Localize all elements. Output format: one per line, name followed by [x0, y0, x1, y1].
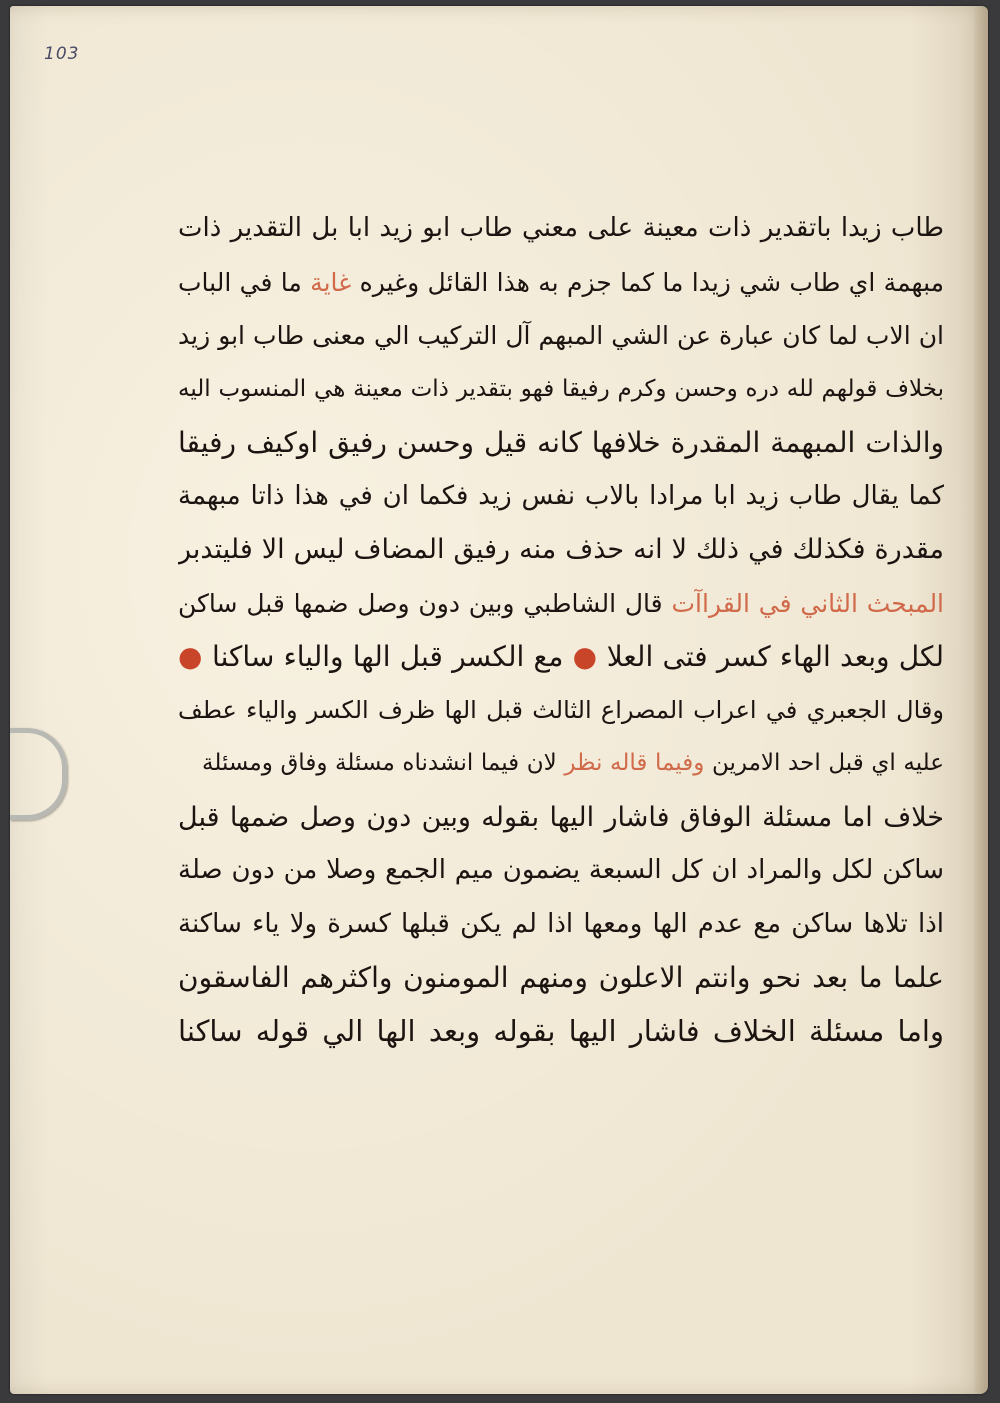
text-line: علما ما بعد نحو وانتم الاعلون ومنهم المومنون واكثرهم الفاسقون: [178, 961, 944, 994]
text-line: بخلاف قولهم لله دره وحسن وكرم رفيقا فهو بتقدير ذات معينة هي المنسوب اليه: [178, 375, 944, 402]
text-line: واما مسئلة الخلاف فاشار اليها بقوله وبعد الها الي قوله ساكنا: [178, 1013, 944, 1048]
text-line: ساكن لكل والمراد ان كل السبعة يضمون ميم الجمع وصلا من دون صلة: [178, 855, 944, 885]
text-line: وقال الجعبري في اعراب المصراع الثالث قبل الها ظرف الكسر والياء عطف: [178, 695, 944, 724]
text-line: خلاف اما مسئلة الوفاق فاشار اليها بقوله وبين دون وصل ضمها قبل: [178, 801, 944, 833]
text-line: مقدرة فكذلك في ذلك لا انه حذف منه رفيق المضاف ليس الا فليتدبر: [178, 534, 944, 565]
red-verse-marker: ●: [178, 640, 203, 673]
folio-number: 103: [44, 44, 80, 64]
page-edge-shadow: [974, 6, 988, 1394]
binder-clip: [10, 728, 67, 820]
text-line: مبهمة اي طاب شي زيدا ما كما جزم به هذا القائل وغيره غاية ما في الباب: [178, 267, 944, 297]
text-line: لكل وبعد الهاء كسر فتى العلا ● مع الكسر قبل الها والياء ساكنا ●: [178, 640, 944, 673]
text-line: كما يقال طاب زيد ابا مرادا بالاب نفس زيد فكما ان في هذا ذاتا مبهمة: [178, 480, 944, 511]
text-line: عليه اي قبل احد الامرين وفيما قاله نظر لان فيما انشدناه مسئلة وفاق ومسئلة: [202, 750, 944, 776]
red-verse-marker: ●: [572, 640, 598, 673]
section-heading: المبحث الثاني في القراآت: [671, 588, 944, 618]
text-line: اذا تلاها ساكن مع عدم الها ومعها اذا لم يكن قبلها كسرة ولا ياء ساكنة: [178, 908, 944, 939]
text-line: والذات المبهمة المقدرة خلافها كانه قيل وحسن رفيق اوكيف رفيقا: [178, 426, 944, 459]
text-line: طاب زيدا باتقدير ذات معينة على معني طاب ابو زيد ابا بل التقدير ذات: [178, 213, 944, 243]
manuscript-page: [10, 6, 988, 1394]
rubric-text: غاية: [310, 267, 352, 297]
text-line-heading: المبحث الثاني في القراآت قال الشاطبي وبين دون وصل ضمها قبل ساكن: [178, 588, 944, 618]
manuscript-text-block: [178, 202, 944, 1058]
text-line: ان الاب لما كان عبارة عن الشي المبهم آل التركيب الي معنى طاب ابو زيد: [178, 321, 944, 350]
rubric-text: وفيما قاله نظر: [564, 750, 705, 776]
